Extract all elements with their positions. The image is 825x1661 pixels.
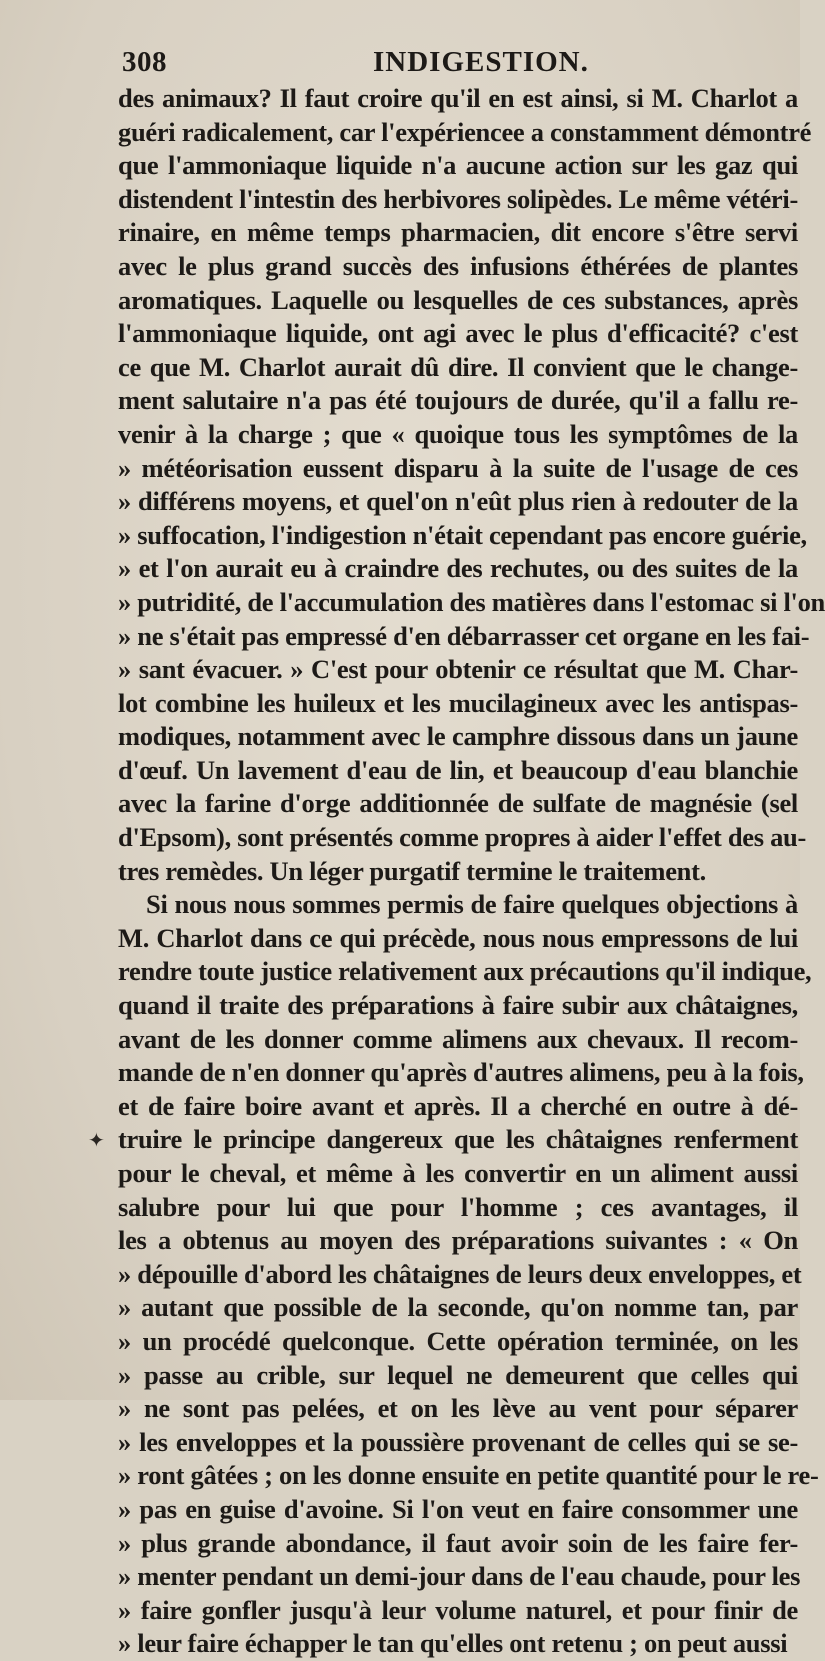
text-line: rinaire, en même temps pharmacien, dit encore s'être servi — [118, 217, 798, 248]
text-line: » leur faire échapper le tan qu'elles ont retenu ; on peut aussi — [118, 1628, 788, 1659]
text-line: avant de les donner comme alimens aux chevaux. Il recom- — [118, 1023, 798, 1054]
text-line: Si nous nous sommes permis de faire quelques objections à — [146, 889, 798, 920]
text-line: » différens moyens, et quel'on n'eût plus rien à redouter de la — [118, 486, 798, 517]
text-line: venir à la charge ; que « quoique tous les symptômes de la — [118, 418, 798, 449]
text-line: » les enveloppes et la poussière provenant de celles qui se se- — [118, 1426, 798, 1457]
text-line: » dépouille d'abord les châtaignes de leurs deux enveloppes, et — [118, 1258, 802, 1289]
text-line: quand il traite des préparations à faire subir aux châtaignes, — [118, 990, 798, 1021]
text-line: » suffocation, l'indigestion n'était cependant pas encore guérie, — [118, 519, 807, 550]
text-line: salubre pour lui que pour l'homme ; ces avantages, il — [118, 1191, 798, 1222]
text-line: M. Charlot dans ce qui précède, nous nous empressons de lui — [118, 922, 798, 953]
text-line: des animaux? Il faut croire qu'il en est ainsi, si M. Charlot a — [118, 83, 798, 113]
text-line: mande de n'en donner qu'après d'autres alimens, peu à la fois, — [118, 1057, 804, 1088]
text-line: » autant que possible de la seconde, qu'on nomme tan, par — [118, 1292, 798, 1323]
text-line: pour le cheval, et même à les convertir en un aliment aussi — [118, 1158, 798, 1188]
text-line: » faire gonfler jusqu'à leur volume naturel, et pour finir de — [118, 1594, 798, 1625]
text-line: l'ammoniaque liquide, ont agi avec le plus d'efficacité? c'est — [118, 318, 798, 349]
page-number: 308 — [122, 46, 167, 78]
text-line: » sant évacuer. » C'est pour obtenir ce résultat que M. Char- — [118, 654, 798, 685]
page-header — [118, 46, 768, 82]
text-line: modiques, notamment avec le camphre dissous dans un jaune — [118, 721, 798, 752]
text-line: guéri radicalement, car l'expériencee a constamment démontré — [118, 116, 812, 147]
text-line: » météorisation eussent disparu à la suite de l'usage de ces — [118, 452, 798, 483]
text-line: » plus grande abondance, il faut avoir soin de les faire fer- — [118, 1527, 798, 1558]
text-line: » ne s'était pas empressé d'en débarrasser cet organe en les fai- — [118, 620, 810, 651]
text-line: truire le principe dangereux que les châtaignes renferment — [118, 1124, 798, 1155]
text-line: les a obtenus au moyen des préparations suivantes : « On — [118, 1225, 798, 1256]
text-line: » ront gâtées ; on les donne ensuite en petite quantité pour le re- — [118, 1460, 819, 1491]
text-line: avec le plus grand succès des infusions éthérées de plantes — [118, 250, 798, 281]
text-line: » menter pendant un demi-jour dans de l'eau chaude, pour les — [118, 1561, 801, 1592]
text-line: d'Epsom), sont présentés comme propres à aider l'effet des au- — [118, 822, 807, 853]
text-line: » et l'on aurait eu à craindre des rechutes, ou des suites de la — [118, 553, 798, 584]
text-line: ment salutaire n'a pas été toujours de durée, qu'il a fallu re- — [118, 385, 798, 416]
body-text — [118, 82, 825, 1661]
text-line: distendent l'intestin des herbivores solipèdes. Le même vétéri- — [118, 183, 798, 214]
text-line: tres remèdes. Un léger purgatif termine le traitement. — [118, 855, 706, 886]
text-line: » un procédé quelconque. Cette opération terminée, on les — [118, 1325, 798, 1356]
text-line: » pas en guise d'avoine. Si l'on veut en faire consommer une — [118, 1493, 798, 1524]
text-line: » passe au crible, sur lequel ne demeurent que celles qui — [118, 1359, 798, 1390]
text-line: aromatiques. Laquelle ou lesquelles de ces substances, après — [118, 284, 798, 315]
text-line: » putridité, de l'accumulation des matières dans l'estomac si l'on — [118, 586, 825, 617]
text-line: d'œuf. Un lavement d'eau de lin, et beaucoup d'eau blanchie — [118, 754, 798, 785]
text-line: rendre toute justice relativement aux précautions qu'il indique, — [118, 956, 812, 987]
text-line: que l'ammoniaque liquide n'a aucune action sur les gaz qui — [118, 150, 798, 181]
running-title: INDIGESTION. — [373, 46, 589, 78]
text-line: lot combine les huileux et les mucilagineux avec les antispas- — [118, 687, 798, 718]
text-line: et de faire boire avant et après. Il a cherché en outre à dé- — [118, 1090, 798, 1121]
text-line: avec la farine d'orge additionnée de sulfate de magnésie (sel — [118, 788, 798, 819]
stray-ink-mark: ✦ — [88, 1130, 105, 1152]
text-line: » ne sont pas pelées, et on les lève au vent pour séparer — [118, 1393, 798, 1424]
text-line: ce que M. Charlot aurait dû dire. Il convient que le change- — [118, 351, 798, 382]
